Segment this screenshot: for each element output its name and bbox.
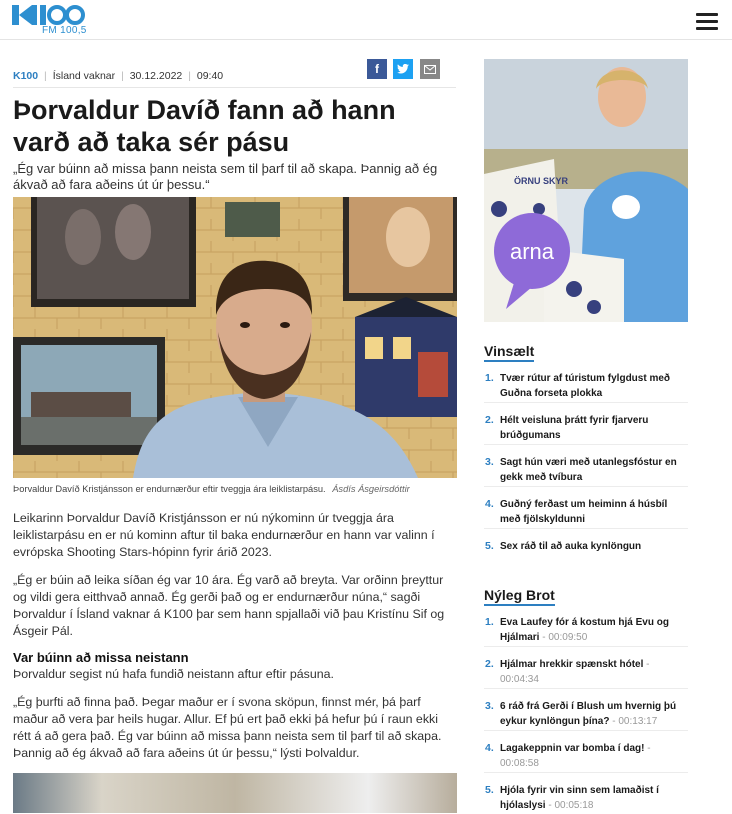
article-photo (13, 197, 457, 478)
meta-time: 09:40 (196, 70, 224, 82)
list-item-number: 1. (485, 372, 494, 384)
recent-clip-item[interactable] (484, 783, 688, 814)
ad-brand-text: arna (509, 239, 555, 264)
meta-separator: | (44, 70, 47, 82)
list-item-number: 2. (485, 658, 494, 670)
article-subheading: Var búinn að missa neistann (13, 650, 189, 665)
article-title: Þorvaldur Davíð fann að hann varð að taka sér pásu (13, 95, 396, 157)
recent-clips-heading: Nýleg Brot (484, 587, 555, 606)
list-item-number: 4. (485, 498, 494, 510)
meta-separator: | (188, 70, 191, 82)
popular-item[interactable] (484, 455, 688, 487)
recent-clip-item[interactable] (484, 699, 688, 731)
article-lead: „Ég var búinn að missa þann neista sem til þarf til að skapa. Þannig að ég ákvað að fara aðeins út úr þessu.“ (13, 161, 438, 192)
twitter-share-icon[interactable] (393, 59, 413, 79)
email-share-icon[interactable] (420, 59, 440, 79)
meta-category-link[interactable]: Ísland vaknar (52, 70, 116, 82)
list-item-number: 5. (485, 784, 494, 796)
facebook-share-icon[interactable]: f (367, 59, 387, 79)
list-item-title: Hjóla fyrir vin sinn sem lamaðist í hjólaslysi (500, 785, 659, 811)
article-meta (13, 70, 223, 82)
list-item-title: Hélt veisluna þrátt fyrir fjarveru brúðgumans (500, 415, 649, 441)
list-item-title: Sagt hún væri með utanlegsfóstur en gekk með tvíbura (500, 457, 677, 483)
logo-subtitle: FM 100,5 (42, 25, 87, 36)
photo-credit: Ásdís Ásgeirsdóttir (332, 484, 410, 494)
list-item-title: Guðný ferðast um heiminn á húsbíl með fjölskyldunni (500, 499, 668, 525)
recent-clip-item[interactable] (484, 741, 688, 773)
meta-date: 30.12.2022 (129, 70, 183, 82)
list-item-number: 3. (485, 456, 494, 468)
ad-product-text: ÖRNU SKYR (514, 176, 569, 186)
list-item-number: 4. (485, 742, 494, 754)
article-paragraph: „Ég er búin að leika síðan ég var 10 ára. Ég varð að breyta. Var orðinn þreyttur og vildi gera eitthvað annað. Ég gerði það og er endurnærður núna,“ sagði Þorvaldur í Ísland vaknar á K100 þar sem hann spjallaði við þau Kristínu Sif og Ásgeir Pál. (13, 573, 445, 638)
article-paragraph: Þorvaldur segist nú hafa fundið neistann aftur eftir pásuna. (13, 667, 334, 681)
list-item-title: Lagakeppnin var bomba í dag! (500, 743, 645, 754)
clip-duration: - 00:13:17 (609, 716, 658, 727)
recent-clips-list (484, 615, 688, 814)
clip-duration: - 00:09:50 (539, 632, 588, 643)
list-item-number: 1. (485, 616, 494, 628)
clip-duration: - 00:05:18 (545, 800, 594, 811)
popular-list (484, 371, 688, 555)
list-item-title: Tvær rútur af túristum fylgdust með Guðna forseta plokka (500, 373, 671, 399)
popular-item[interactable] (484, 371, 688, 403)
article-photo-second (13, 773, 457, 813)
list-item-number: 3. (485, 700, 494, 712)
advertisement-banner[interactable] (484, 59, 688, 322)
photo-caption (13, 484, 459, 494)
recent-clip-item[interactable] (484, 615, 688, 647)
list-item-title: 6 ráð frá Gerði í Blush um hvernig þú eykur kynlöngun þína? (500, 701, 677, 727)
hamburger-menu-icon[interactable] (696, 13, 718, 31)
list-item-number: 2. (485, 414, 494, 426)
recent-clip-item[interactable] (484, 657, 688, 689)
list-item-title: Hjálmar hrekkir spænskt hótel (500, 659, 644, 670)
popular-item[interactable] (484, 413, 688, 445)
article-paragraph: Leikarinn Þorvaldur Davíð Kristjánsson er nú nýkominn úr tveggja ára leiklistarpásu en er nú kominn aftur til baka endurnærður en hann var valinn í evrópska Shooting Stars-hópinn fyrir árið 2023. (13, 511, 435, 559)
photo-caption-text: Þorvaldur Davíð Kristjánsson er endurnærður eftir tveggja ára leiklistarpásu. (13, 484, 326, 494)
article-paragraph: „Ég þurfti að finna það. Þegar maður er í svona sköpun, finnst mér, þá þarf maður að vera þar heils hugar. Allur. Ef þú ert það ekki þá hefur þú í raun ekki rétt á að gera það. Ég var búinn að missa þann neista sem til þarf til að skapa. Þannig að ég ákvað að fara aðeins út úr þessu,“ lýsti Þolvaldur. (13, 695, 442, 760)
meta-brand-link[interactable]: K100 (13, 70, 39, 82)
clip-duration: - 00:04:34 (500, 659, 650, 685)
list-item-title: Eva Laufey fór á kostum hjá Evu og Hjálmari (500, 617, 669, 643)
meta-divider (13, 87, 456, 88)
popular-item[interactable] (484, 497, 688, 529)
popular-heading: Vinsælt (484, 343, 534, 362)
meta-separator: | (121, 70, 124, 82)
list-item-title: Sex ráð til að auka kynlöngun (500, 541, 642, 552)
list-item-number: 5. (485, 540, 494, 552)
k100-logo-mark (12, 5, 86, 27)
popular-item[interactable] (484, 539, 688, 555)
clip-duration: - 00:08:58 (500, 743, 651, 769)
top-bar (0, 0, 732, 40)
